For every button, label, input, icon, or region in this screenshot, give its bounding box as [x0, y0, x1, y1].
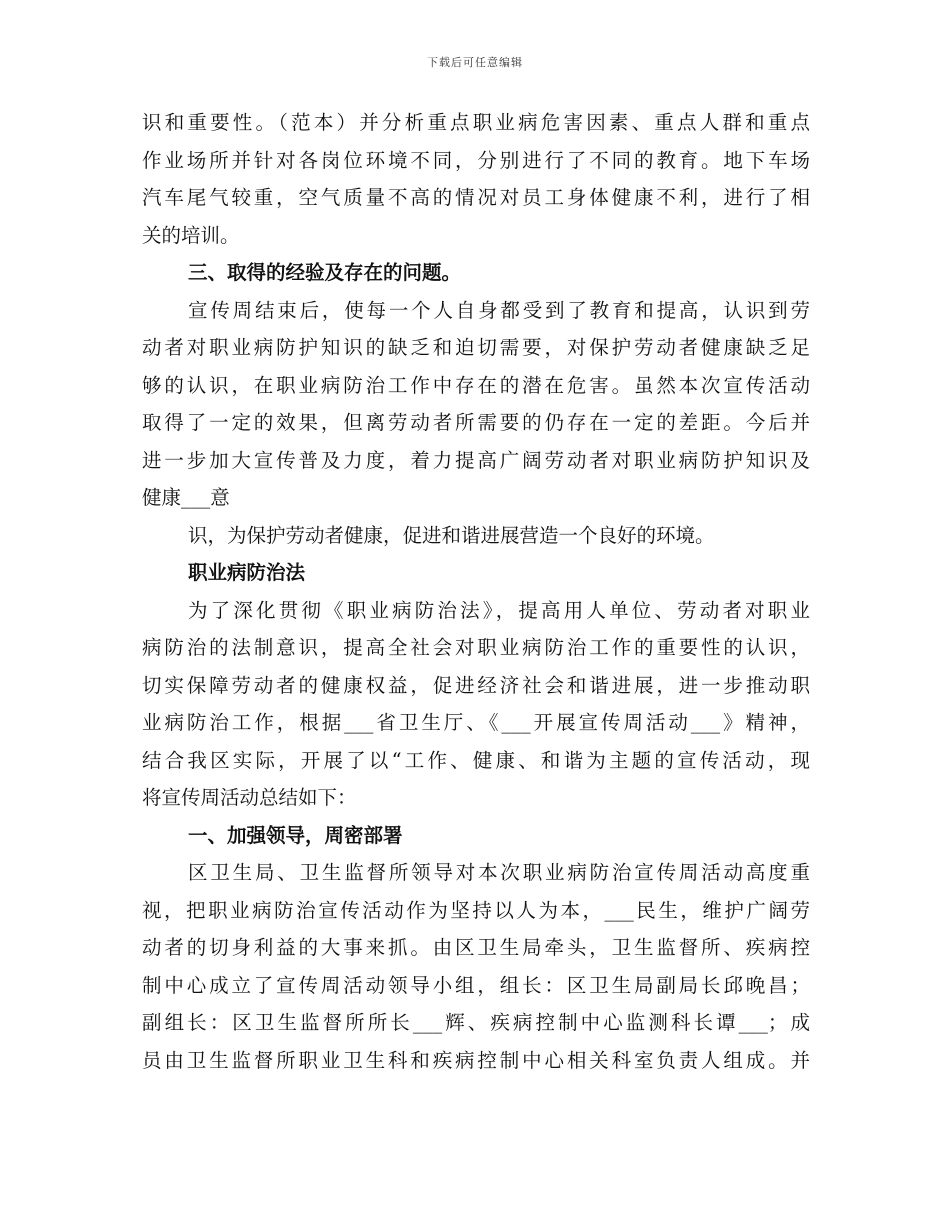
text-line: 够的认识，在职业病防治工作中存在的潜在危害。虽然本次宣传活动 — [142, 373, 810, 397]
section-heading: 职业病防治法 — [188, 561, 306, 584]
text-line: 识和重要性。（范本）并分析重点职业病危害因素、重点人群和重点 — [142, 111, 810, 134]
text-line: 取得了一定的效果，但离劳动者所需要的仍存在一定的差距。今后并 — [142, 411, 810, 434]
text-line: 副组长：区卫生监督所所长___辉、疾病控制中心监测科长谭___；成 — [142, 1011, 810, 1034]
section-heading: 三、取得的经验及存在的问题。 — [188, 261, 462, 284]
text-line: 动者对职业病防护知识的缺乏和迫切需要，对保护劳动者健康缺乏足 — [142, 336, 810, 359]
text-line: 区卫生局、卫生监督所领导对本次职业病防治宣传周活动高度重 — [188, 861, 810, 884]
text-line: 汽车尾气较重，空气质量不高的情况对员工身体健康不利，进行了相 — [142, 186, 810, 209]
text-line: 作业场所并针对各岗位环境不同，分别进行了不同的教育。地下车场 — [142, 148, 810, 172]
text-line: 员由卫生监督所职业卫生科和疾病控制中心相关科室负责人组成。并 — [142, 1048, 810, 1072]
text-line: 识，为保护劳动者健康，促进和谐进展营造一个良好的环境。 — [188, 523, 715, 547]
text-line: 病防治的法制意识，提高全社会对职业病防治工作的重要性的认识， — [142, 636, 810, 659]
text-line: 切实保障劳动者的健康权益，促进经济社会和谐进展，进一步推动职 — [142, 673, 810, 697]
text-line: 将宣传周活动总结如下： — [142, 786, 357, 809]
text-line: 关的培训。 — [142, 223, 240, 247]
text-line: 为了深化贯彻《职业病防治法》，提高用人单位、劳动者对职业 — [188, 598, 810, 622]
document-body — [142, 104, 810, 1079]
text-line: 健康___意 — [142, 486, 230, 509]
text-line: 进一步加大宣传普及力度，着力提高广阔劳动者对职业病防护知识及 — [142, 448, 810, 472]
text-line: 制中心成立了宣传周活动领导小组，组长：区卫生局副局长邱晚昌； — [142, 973, 810, 997]
text-line: 业病防治工作，根据___省卫生厅、《___开展宣传周活动___》精神， — [142, 711, 810, 734]
section-heading: 一、加强领导，周密部署 — [188, 823, 403, 847]
text-line: 结合我区实际，开展了以“工作、健康、和谐为主题的宣传活动，现 — [142, 748, 810, 772]
text-line: 动者的切身利益的大事来抓。由区卫生局牵头，卫生监督所、疾病控 — [142, 936, 810, 959]
text-line: 宣传周结束后，使每一个人自身都受到了教育和提高，认识到劳 — [188, 298, 810, 322]
page-header: 下载后可任意编辑 — [427, 56, 523, 69]
text-line: 视，把职业病防治宣传活动作为坚持以人为本，___民生，维护广阔劳 — [142, 898, 810, 922]
